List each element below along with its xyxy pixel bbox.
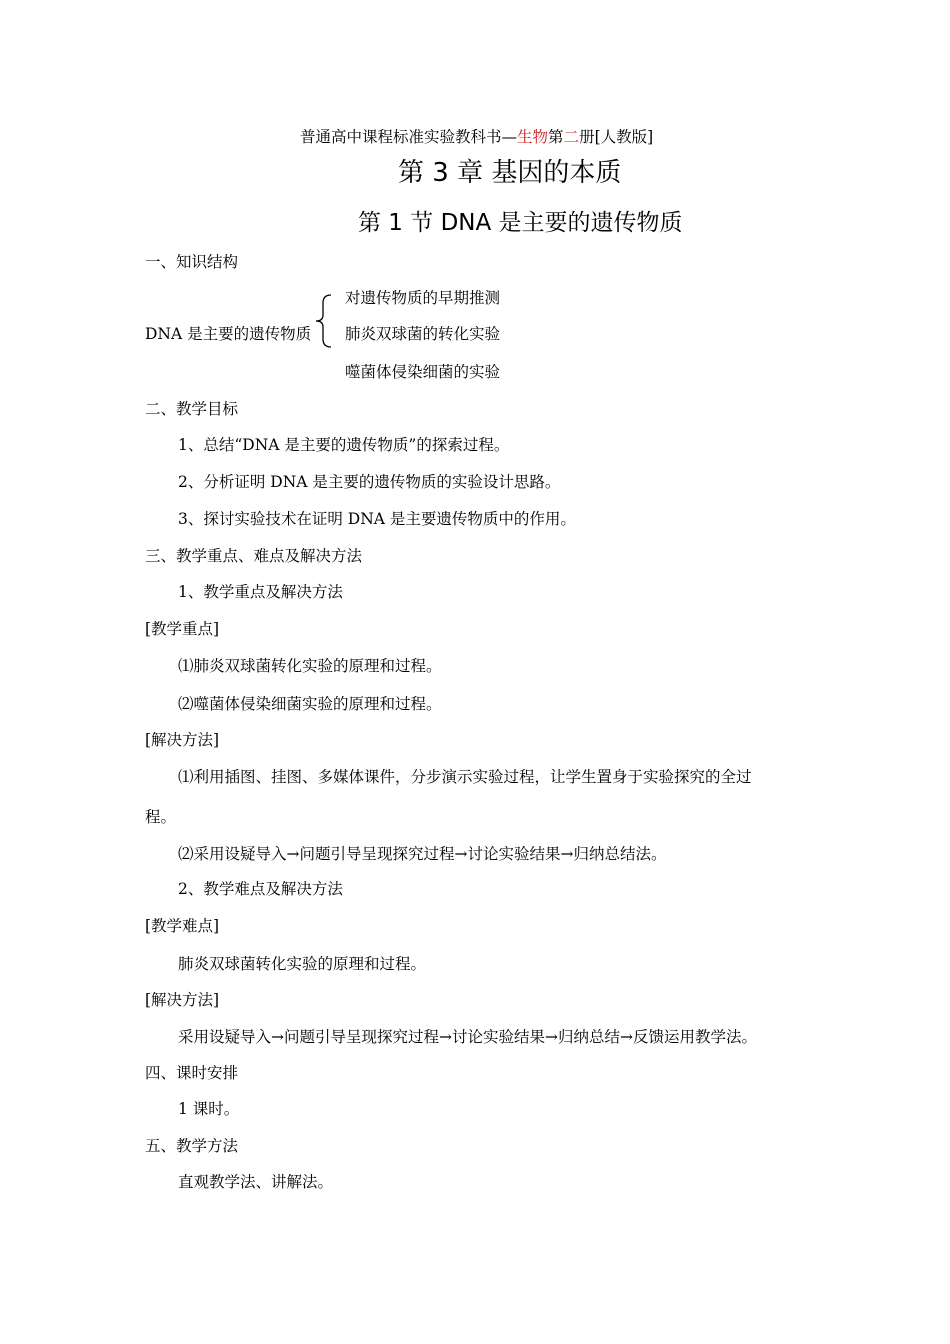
s3-heading: 三、教学重点、难点及解决方法 — [145, 547, 363, 565]
s2-heading: 二、教学目标 — [145, 400, 239, 418]
s3-subheading: 2、教学难点及解决方法 — [178, 880, 343, 898]
knowledge-root: DNA 是主要的遗传物质 — [145, 325, 312, 343]
key-points-label: [教学重点] — [145, 620, 220, 638]
header-part-1: 普通高中课程标准实验教科书— — [300, 128, 518, 146]
section-title: 第 1 节 DNA 是主要的遗传物质 — [358, 210, 683, 236]
difficult-points-label: [教学难点] — [145, 917, 220, 935]
teaching-methods: 直观教学法、讲解法。 — [178, 1173, 334, 1191]
key-point-item: ⑵噬菌体侵染细菌实验的原理和过程。 — [178, 695, 442, 713]
header-part-5: 册[人教版] — [579, 128, 654, 146]
goal-item: 3、探讨实验技术在证明 DNA 是主要遗传物质中的作用。 — [178, 510, 576, 528]
header-subject: 生物 — [517, 128, 549, 146]
goal-item: 1、总结“DNA 是主要的遗传物质”的探索过程。 — [178, 436, 510, 454]
header-volume: 二 — [563, 128, 580, 146]
header-part-3: 第 — [548, 128, 564, 146]
s1-heading: 一、知识结构 — [145, 253, 239, 271]
s3-subheading: 1、教学重点及解决方法 — [178, 583, 343, 601]
solution-item: 采用设疑导入→问题引导呈现探究过程→讨论实验结果→归纳总结→反馈运用教学法。 — [178, 1028, 757, 1046]
s5-heading: 五、教学方法 — [145, 1137, 239, 1155]
solution-label: [解决方法] — [145, 731, 220, 749]
chapter-title: 第 3 章 基因的本质 — [398, 158, 622, 188]
class-hours: 1 课时。 — [178, 1100, 240, 1118]
knowledge-branch: 肺炎双球菌的转化实验 — [345, 325, 501, 343]
curly-brace-icon — [314, 294, 334, 348]
difficult-point-item: 肺炎双球菌转化实验的原理和过程。 — [178, 955, 427, 973]
solution-item: ⑴利用插图、挂图、多媒体课件，分步演示实验过程，让学生置身于实验探究的全过 — [178, 768, 752, 786]
key-point-item: ⑴肺炎双球菌转化实验的原理和过程。 — [178, 657, 442, 675]
solution-item-continued: 程。 — [145, 808, 177, 826]
knowledge-branch: 对遗传物质的早期推测 — [345, 289, 501, 307]
solution-label: [解决方法] — [145, 991, 220, 1009]
s4-heading: 四、课时安排 — [145, 1064, 239, 1082]
solution-item: ⑵采用设疑导入→问题引导呈现探究过程→讨论实验结果→归纳总结法。 — [178, 845, 667, 863]
knowledge-branch: 噬菌体侵染细菌的实验 — [345, 363, 501, 381]
document-header — [300, 127, 653, 147]
goal-item: 2、分析证明 DNA 是主要的遗传物质的实验设计思路。 — [178, 473, 561, 491]
